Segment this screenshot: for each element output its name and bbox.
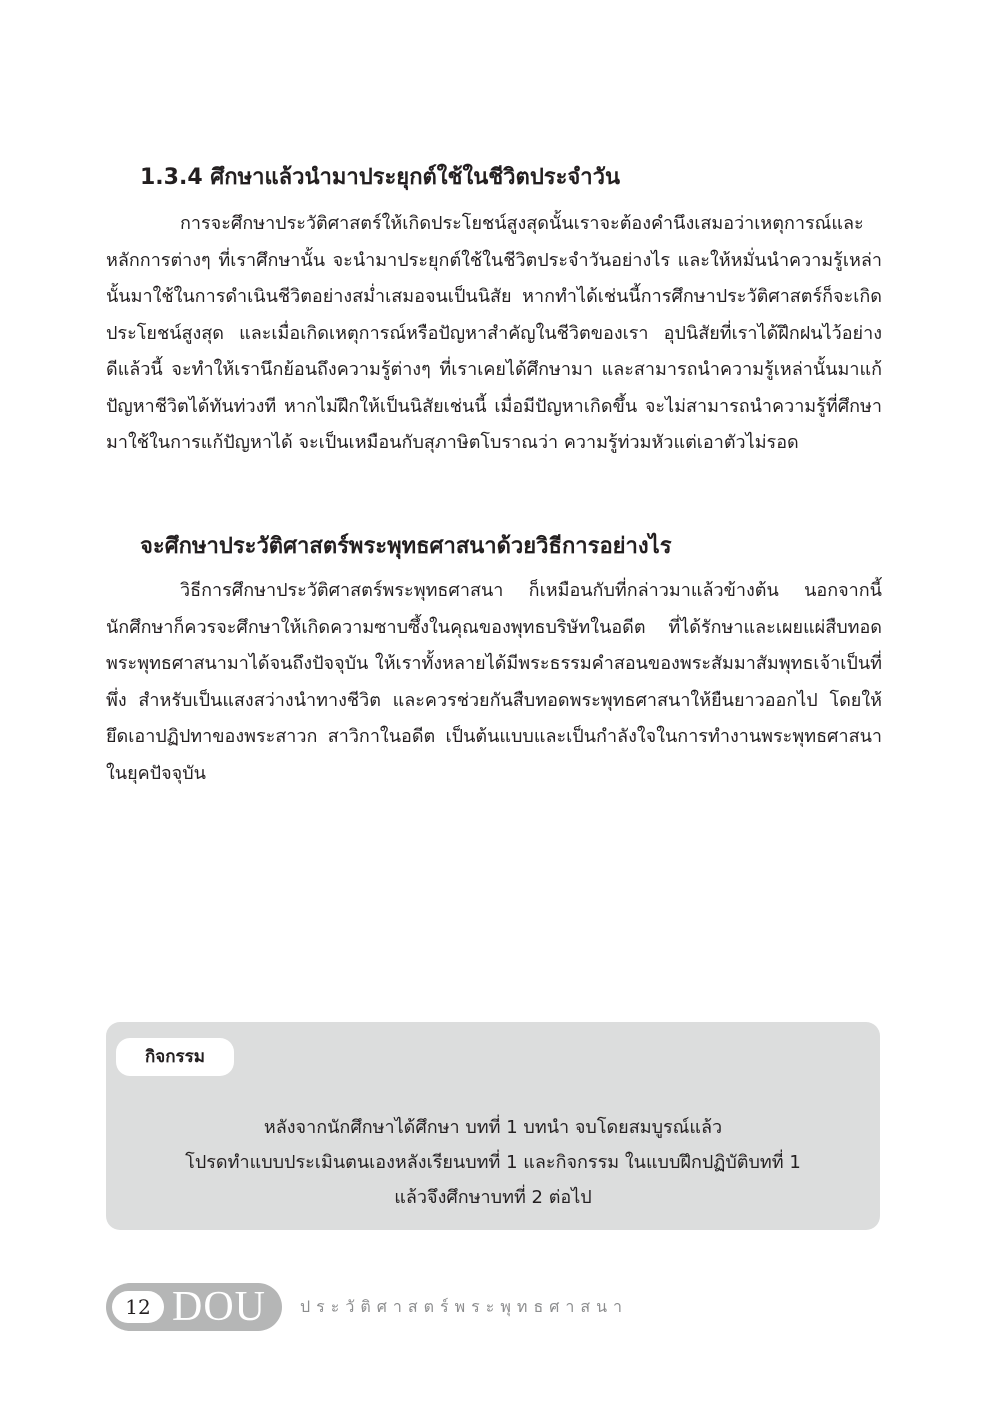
question-heading: จะศึกษาประวัติศาสตร์พระพุทธศาสนาด้วยวิธีการอย่างไร	[140, 534, 672, 559]
activity-line: หลังจากนักศึกษาได้ศึกษา บทที่ 1 บทนำ จบโดยสมบูรณ์แล้ว	[263, 1117, 723, 1138]
footer-badge	[106, 1283, 282, 1331]
book-title: ประวัติศาสตร์พระพุทธศาสนา	[300, 1297, 629, 1316]
section-heading: 1.3.4 ศึกษาแล้วนำมาประยุกต์ใช้ในชีวิตประจำวัน	[140, 165, 621, 190]
activity-label: กิจกรรม	[116, 1038, 234, 1076]
activity-line: โปรดทำแบบประเมินตนเองหลังเรียนบทที่ 1 และกิจกรรม ในแบบฝึกปฏิบัติบทที่ 1	[185, 1152, 801, 1173]
activity-line: แล้วจึงศึกษาบทที่ 2 ต่อไป	[394, 1187, 592, 1208]
activity-instructions	[106, 1110, 880, 1215]
section-paragraph: การจะศึกษาประวัติศาสตร์ให้เกิดประโยชน์สูงสุดนั้นเราจะต้องคำนึงเสมอว่าเหตุการณ์และหลักการต่างๆ ที่เราศึกษานั้น จะนำมาประยุกต์ใช้ในชีวิตประจำวันอย่างไร และให้หมั่นนำความรู้เหล่านั้นมาใช้ในการดำเนินชีวิตอย่างสม่ำเสมอจนเป็นนิสัย หากทำได้เช่นนี้การศึกษาประวัติศาสตร์ก็จะเกิดประโยชน์สูงสุด และเมื่อเกิดเหตุการณ์หรือปัญหาสำคัญในชีวิตของเรา อุปนิสัยที่เราได้ฝึกฝนไว้อย่างดีแล้วนี้ จะทำให้เรานึกย้อนถึงความรู้ต่างๆ ที่เราเคยได้ศึกษามา และสามารถนำความรู้เหล่านั้นมาแก้ปัญหาชีวิตได้ทันท่วงที หากไม่ฝึกให้เป็นนิสัยเช่นนี้ เมื่อมีปัญหาเกิดขึ้น จะไม่สามารถนำความรู้ที่ศึกษามาใช้ในการแก้ปัญหาได้ จะเป็นเหมือนกับสุภาษิตโบราณว่า ความรู้ท่วมหัวแต่เอาตัวไม่รอด	[106, 213, 882, 453]
page-number: 12	[112, 1291, 164, 1323]
question-paragraph: วิธีการศึกษาประวัติศาสตร์พระพุทธศาสนา ก็เหมือนกับที่กล่าวมาแล้วข้างต้น นอกจากนี้นักศึกษาก็ควรจะศึกษาให้เกิดความซาบซึ้งในคุณของพุทธบริษัทในอดีต ที่ได้รักษาและเผยแผ่สืบทอดพระพุทธศาสนามาได้จนถึงปัจจุบัน ให้เราทั้งหลายได้มีพระธรรมคำสอนของพระสัมมาสัมพุทธเจ้าเป็นที่พึ่ง สำหรับเป็นแสงสว่างนำทางชีวิต และควรช่วยกันสืบทอดพระพุทธศาสนาให้ยืนยาวออกไป โดยให้ยึดเอาปฏิปทาของพระสาวก สาวิกาในอดีต เป็นต้นแบบและเป็นกำลังใจในการทำงานพระพุทธศาสนาในยุคปัจจุบัน	[106, 580, 882, 784]
activity-box	[106, 1022, 880, 1230]
brand-logo: DOU	[172, 1284, 266, 1330]
